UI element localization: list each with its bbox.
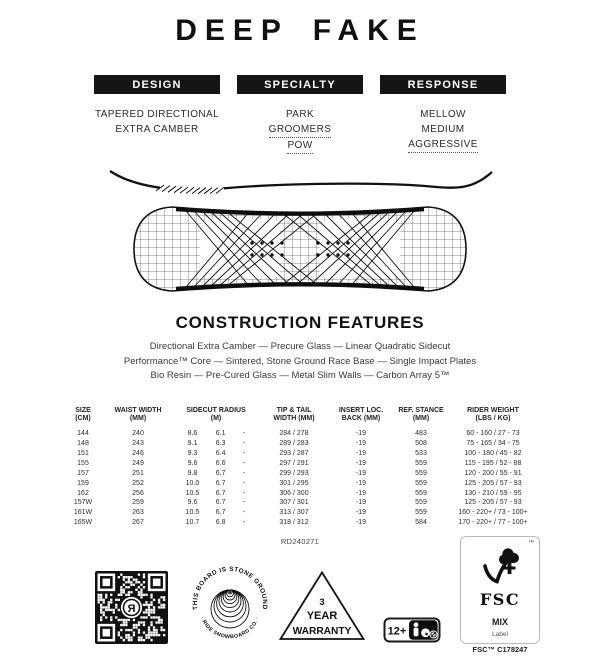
construction-line: Performance™ Core — Sintered, Stone Ground Race Base — Single Impact Plates [123,355,477,367]
spec-table-header-row [64,407,536,429]
specialty-item-highlighted: GROOMERS [269,124,332,138]
warranty-triangle [277,568,367,644]
col-tip-tail-width: TIP & TAIL WIDTH (MM) [273,406,315,422]
fsc-license-code: FSC™ C178247 [472,645,528,655]
design-item: TAPERED DIRECTIONAL [94,109,220,120]
stamp-top-text: THIS BOARD IS STONE GROUND [191,566,269,611]
fsc-mix: MIX [491,617,508,628]
category-specialty [237,75,363,154]
board-illustration [100,167,500,295]
stamp-bottom-text: · RIDE SNOWBOARD CO. · [198,616,262,641]
fsc-trademark: ™ [528,540,534,547]
table-row: 144 240 8.6 6.1 - 284 / 278 -19 483 60 - 160 / 27 - 73 [77,429,520,437]
specialty-item-highlighted: POW [287,140,312,154]
board-illustration-wrap [0,167,600,300]
fsc-label-text: Label [492,631,508,639]
response-item: MELLOW [420,109,466,120]
fsc-tree-icon [478,544,522,584]
fsc-name: FSC [479,590,521,610]
col-waist-width: WAIST WIDTH (MM) [114,406,162,422]
age-rating-icon [383,617,441,643]
stone-ground-stamp [190,564,270,644]
table-row: 159 252 10.0 6.7 - 301 / 295 -19 559 125 - 205 / 57 - 93 [77,479,522,487]
category-section [0,75,600,154]
construction-heading: CONSTRUCTION FEATURES [175,313,425,332]
col-ref-stance: REF. STANCE (MM) [398,406,444,422]
product-code: RD240271 [280,537,320,547]
person-icon [414,623,419,637]
board-outline [134,207,466,291]
helmet-icon [421,629,430,638]
spec-table [64,407,536,529]
design-item: EXTRA CAMBER [115,124,199,135]
badges-row [0,534,600,655]
warranty-line-3: WARRANTY [292,626,352,638]
table-row: 155 249 9.6 6.6 - 297 / 291 -19 559 115 - 195 / 52 - 88 [77,459,522,467]
specialty-pill: SPECIALTY [237,75,363,94]
qr-center-logo: R [127,603,136,616]
fsc-certification-label [460,536,540,655]
response-pill: RESPONSE [380,75,506,94]
qr-code [95,571,168,644]
warranty-line-2: YEAR [306,610,338,623]
prohibited-icon [430,631,438,639]
warranty-line-1: 3 [319,597,325,609]
table-row: 162 256 10.5 6.7 - 306 / 300 -19 559 130 - 210 / 59 - 95 [77,489,522,497]
construction-line: Directional Extra Camber — Precure Glass — Linear Quadratic Sidecut [149,341,451,352]
page-title: DEEP FAKE [175,14,425,47]
board-side-profile [110,171,492,194]
table-row: 161W 263 10.5 6.7 - 313 / 307 -19 559 160 - 220+ / 73 - 100+ [73,509,528,517]
construction-line: Bio Resin — Pre-Cured Glass — Metal Slim Walls — Carbon Array 5™ [150,370,450,381]
col-sidecut-radius: SIDECUT RADIUS (M) [186,406,246,422]
specialty-item: PARK [285,109,315,120]
category-design [94,75,220,154]
construction-lines [0,340,600,384]
table-row: 151 246 9.3 6.4 - 293 / 287 -19 533 100 - 180 / 45 - 82 [77,449,522,457]
col-rider-weight: RIDER WEIGHT (LBS / KG) [467,406,519,422]
stamp-rings [211,590,249,628]
table-row: 165W 267 10.7 6.8 - 318 / 312 -19 584 170 - 220+ / 77 - 100+ [73,519,528,527]
table-row: 157 251 9.8 6.7 - 299 / 293 -19 559 120 - 200 / 55 - 91 [77,469,522,477]
col-insert-loc: INSERT LOC. BACK (MM) [338,406,384,422]
design-pill: DESIGN [94,75,220,94]
table-row: 148 243 9.1 6.3 - 289 / 283 -19 508 75 - 165 / 34 - 75 [77,439,520,447]
age-rating-label: 12+ [387,625,407,638]
response-item: MEDIUM [421,124,465,135]
category-response [380,75,506,154]
table-row: 157W 259 9.6 6.7 - 307 / 301 -19 559 125 - 205 / 57 - 93 [73,499,522,507]
col-size: SIZE (CM) [75,406,91,422]
spec-table-body [64,429,536,529]
response-item-highlighted: AGGRESSIVE [408,139,478,153]
